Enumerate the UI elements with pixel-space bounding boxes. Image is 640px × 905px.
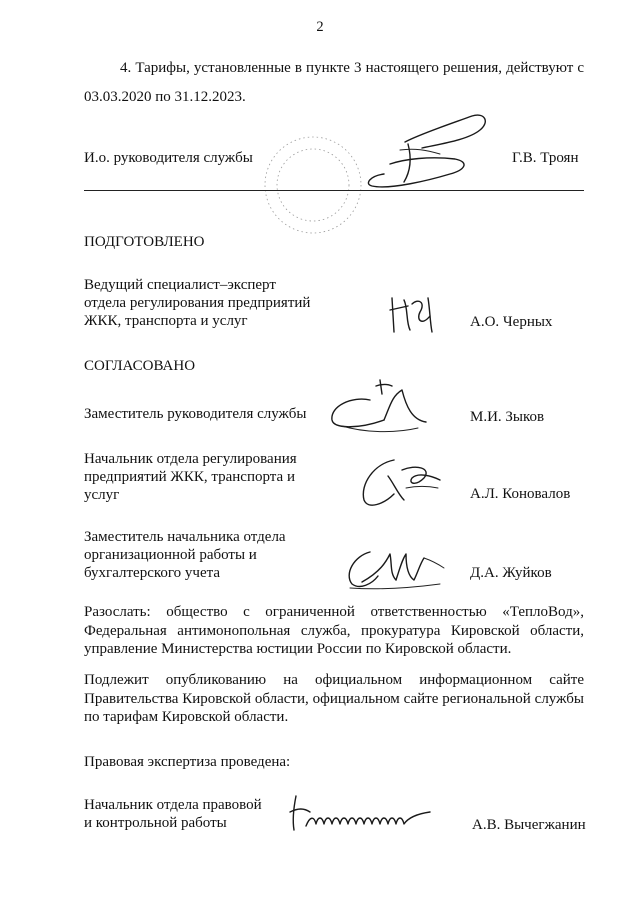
agreed-signer-1-name: М.И. Зыков [470, 409, 545, 425]
agreed-heading: СОГЛАСОВАНО [84, 358, 196, 374]
agreed-signer-2-name: А.Л. Коновалов [470, 486, 571, 502]
legal-name: А.В. Вычегжанин [472, 817, 586, 833]
agreed-signer-2-position: Начальник отдела регулирования предприятий ЖКК, транспорта и услуг [84, 451, 297, 503]
agreed-signer-3-name: Д.А. Жуйков [470, 565, 552, 581]
agreed-signer-1-signature [322, 376, 434, 438]
prepared-signature [386, 292, 446, 336]
paragraph-4: 4. Тарифы, установленные в пункте 3 настоящего решения, действуют с 03.03.2020 по 31.12.2023. [84, 60, 584, 105]
prepared-heading: ПОДГОТОВЛЕНО [84, 234, 205, 250]
head-signature [360, 104, 500, 199]
head-name: Г.В. Троян [512, 150, 579, 166]
prepared-position: Ведущий специалист–эксперт отдела регулирования предприятий ЖКК, транспорта и услуг [84, 277, 311, 329]
prepared-name: А.О. Черных [470, 314, 553, 330]
agreed-signer-3-position: Заместитель начальника отдела организационной работы и бухгалтерского учета [84, 529, 286, 581]
head-position: И.о. руководителя службы [84, 150, 253, 166]
seal-impression [258, 115, 368, 255]
distribution-list: Разослать: общество с ограниченной ответственностью «ТеплоВод», Федеральная антимонопольная служба, прокуратура Кировской области, управление Министерства юстиции России по Кировской области. [84, 604, 584, 657]
legal-note: Правовая экспертиза проведена: [84, 754, 291, 770]
legal-signature [284, 790, 436, 836]
agreed-signer-3-signature [340, 544, 452, 592]
legal-position: Начальник отдела правовой и контрольной работы [84, 797, 262, 831]
agreed-signer-1-position: Заместитель руководителя службы [84, 406, 307, 422]
agreed-signer-2-signature [354, 454, 450, 514]
page-number: 2 [316, 19, 324, 35]
head-divider [84, 190, 584, 191]
publication-note: Подлежит опубликованию на официальном информационном сайте Правительства Кировской области, официальном сайте региональной службы по тарифам Кировской области. [84, 672, 584, 725]
